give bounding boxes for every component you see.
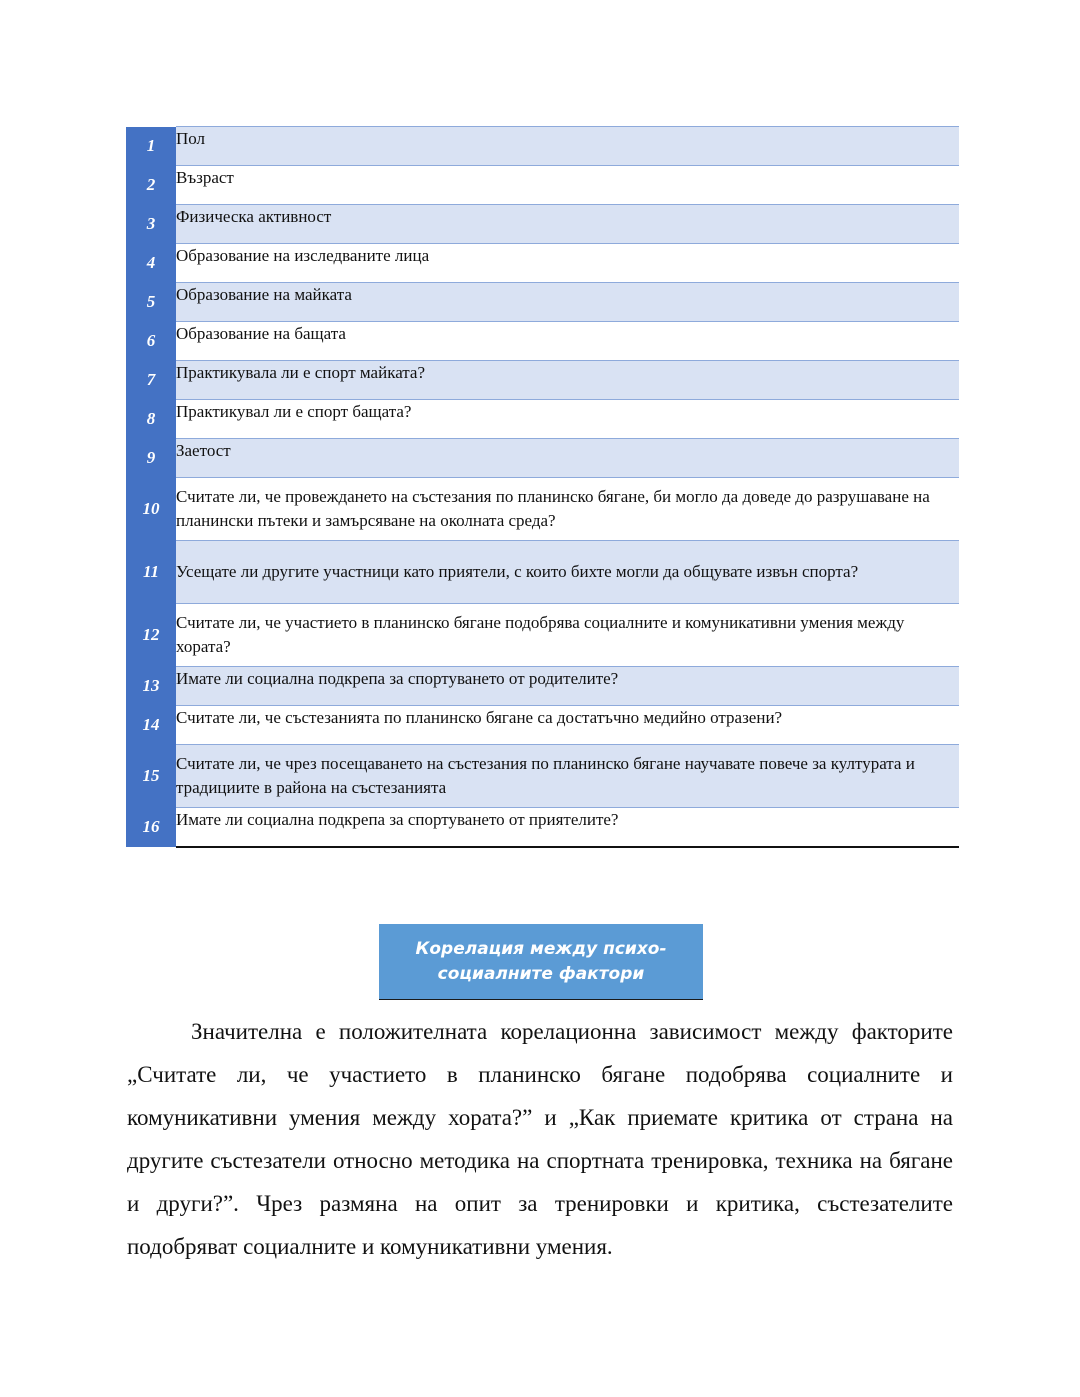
row-number: 14 [126,706,176,745]
factors-table-container [126,126,959,848]
section-heading [379,924,703,1000]
row-factor-text: Практикувал ли е спорт бащата? [176,400,959,439]
row-number: 1 [126,127,176,166]
row-factor-text: Пол [176,127,959,166]
row-number: 5 [126,283,176,322]
row-number: 16 [126,808,176,847]
table-row [126,205,959,244]
table-row [126,322,959,361]
row-number: 11 [126,541,176,604]
table-row [126,244,959,283]
table-row [126,667,959,706]
section-heading-line-2: социалните фактори [437,963,645,984]
row-number: 10 [126,478,176,541]
table-row [126,745,959,808]
row-factor-text: Считате ли, че участието в планинско бягане подобрява социалните и комуникативни умения между хората? [176,604,959,667]
row-number: 3 [126,205,176,244]
row-factor-text: Физическа активност [176,205,959,244]
row-factor-text: Считате ли, че чрез посещаването на състезания по планинско бягане научавате повече за културата и традициите в района на състезанията [176,745,959,808]
factors-table [126,126,959,848]
row-factor-text: Образование на бащата [176,322,959,361]
row-factor-text: Имате ли социална подкрепа за спортуването от приятелите? [176,808,959,847]
table-row [126,400,959,439]
row-factor-text: Образование на изследваните лица [176,244,959,283]
body-paragraph: Значителна е положителната корелационна зависимост между факторите „Считате ли, че участието в планинско бягане подобрява социалните и комуникативни умения между хората?” и „Как приемате критика от страна на другите състезатели относно методика на спортната тренировка, техника на бягане и други?”. Чрез размяна на опит за тренировки и критика, състезателите подобряват социалните и комуникативни умения. [127,1019,953,1259]
row-number: 8 [126,400,176,439]
row-number: 2 [126,166,176,205]
table-row [126,604,959,667]
row-factor-text: Образование на майката [176,283,959,322]
table-row [126,127,959,166]
table-row [126,541,959,604]
row-factor-text: Имате ли социална подкрепа за спортуването от родителите? [176,667,959,706]
table-row [126,166,959,205]
row-factor-text: Усещате ли другите участници като приятели, с които бихте могли да общувате извън спорта? [176,541,959,604]
row-number: 9 [126,439,176,478]
table-row [126,361,959,400]
section-heading-line-1: Корелация между психо- [415,938,667,959]
row-number: 13 [126,667,176,706]
row-number: 7 [126,361,176,400]
table-row [126,706,959,745]
row-number: 4 [126,244,176,283]
table-row [126,478,959,541]
row-factor-text: Считате ли, че състезанията по планинско бягане са достатъчно медийно отразени? [176,706,959,745]
row-factor-text: Считате ли, че провеждането на състезания по планинско бягане, би могло да доведе до разрушаване на планински пътеки и замърсяване на околната среда? [176,478,959,541]
row-factor-text: Заетост [176,439,959,478]
row-number: 6 [126,322,176,361]
row-factor-text: Възраст [176,166,959,205]
row-number: 15 [126,745,176,808]
row-number: 12 [126,604,176,667]
row-factor-text: Практикувала ли е спорт майката? [176,361,959,400]
table-row [126,283,959,322]
table-row [126,808,959,847]
table-row [126,439,959,478]
